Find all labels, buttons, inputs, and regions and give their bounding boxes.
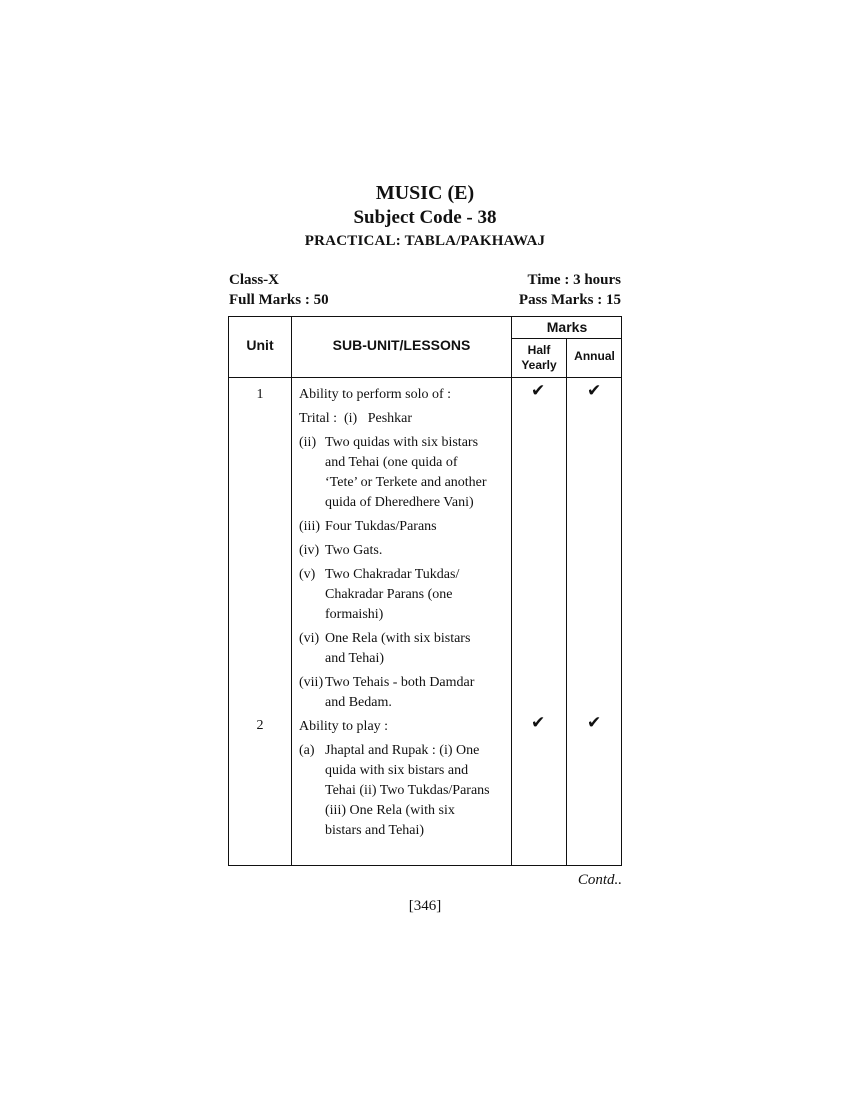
trital-line bbox=[299, 409, 513, 429]
unit-intro: Ability to play : bbox=[299, 719, 389, 734]
item-line: (iii) One Rela (with six bbox=[325, 803, 455, 818]
header-half-line: Half bbox=[527, 343, 551, 357]
item-line: Two Tehais - both Damdar bbox=[325, 675, 475, 690]
half-yearly-check-icon: ✔ bbox=[531, 381, 546, 401]
unit-intro: Ability to perform solo of : bbox=[299, 387, 452, 402]
page-number: [346] bbox=[408, 898, 442, 914]
item-line: quida of Dheredhere Vani) bbox=[325, 495, 474, 510]
item-marker: (vi) bbox=[299, 631, 320, 646]
header-sub-unit-lessons: SUB-UNIT/LESSONS bbox=[332, 337, 471, 353]
unit-number: 2 bbox=[256, 718, 264, 733]
item-line: Tehai (ii) Two Tukdas/Parans bbox=[325, 783, 490, 798]
annual-check-icon: ✔ bbox=[587, 381, 602, 401]
unit-1-lessons bbox=[299, 385, 513, 717]
item-line: One Rela (with six bistars bbox=[325, 631, 471, 646]
item-text bbox=[325, 565, 513, 625]
list-item bbox=[299, 433, 513, 513]
item-marker: (vii) bbox=[299, 675, 324, 690]
full-marks-label: Full Marks : 50 bbox=[229, 292, 329, 308]
item-marker: (ii) bbox=[299, 435, 317, 450]
header-half-yearly bbox=[512, 343, 566, 373]
list-item bbox=[299, 629, 513, 669]
item-marker: (a) bbox=[299, 743, 315, 758]
unit-number: 1 bbox=[256, 387, 264, 402]
item-line: Two Chakradar Tukdas/ bbox=[325, 567, 460, 582]
trital-prefix: Trital : bbox=[299, 411, 337, 426]
header-divider bbox=[229, 377, 621, 378]
column-divider bbox=[566, 339, 567, 865]
item-text bbox=[325, 673, 513, 713]
practical-heading: PRACTICAL: TABLA/PAKHAWAJ bbox=[304, 233, 546, 249]
list-item bbox=[299, 741, 513, 841]
item-line: Chakradar Parans (one bbox=[325, 587, 453, 602]
item-text bbox=[325, 517, 513, 537]
list-item bbox=[299, 541, 513, 561]
item-line: ‘Tete’ or Terkete and another bbox=[325, 475, 487, 490]
column-divider bbox=[291, 317, 292, 865]
page-title: MUSIC (E) bbox=[375, 182, 475, 204]
item-line: formaishi) bbox=[325, 607, 384, 622]
annual-check-icon: ✔ bbox=[587, 713, 602, 733]
item-text bbox=[325, 541, 513, 561]
list-item bbox=[299, 565, 513, 625]
subject-code: Subject Code - 38 bbox=[353, 207, 497, 228]
list-item bbox=[299, 673, 513, 713]
half-yearly-check-icon: ✔ bbox=[531, 713, 546, 733]
class-label: Class-X bbox=[229, 272, 280, 288]
item-line: Two Gats. bbox=[325, 543, 383, 558]
item-line: bistars and Tehai) bbox=[325, 823, 425, 838]
header-annual: Annual bbox=[574, 349, 615, 363]
pass-marks-label: Pass Marks : 15 bbox=[518, 292, 621, 308]
header-unit: Unit bbox=[246, 337, 274, 353]
marks-header-divider bbox=[511, 338, 621, 339]
item-line: and Bedam. bbox=[325, 695, 392, 710]
header-marks: Marks bbox=[546, 319, 588, 335]
syllabus-table bbox=[228, 316, 622, 866]
item-line: and Tehai (one quida of bbox=[325, 455, 458, 470]
item-marker: (v) bbox=[299, 567, 316, 582]
list-item bbox=[299, 517, 513, 537]
item-text bbox=[325, 433, 513, 513]
header-yearly-line: Yearly bbox=[521, 358, 557, 372]
item-line: quida with six bistars and bbox=[325, 763, 469, 778]
item-marker: (iii) bbox=[299, 519, 320, 534]
continued-note: Contd.. bbox=[577, 872, 622, 888]
item-text bbox=[325, 741, 513, 841]
item-marker: (iv) bbox=[299, 543, 320, 558]
time-label: Time : 3 hours bbox=[527, 272, 621, 288]
item-line: and Tehai) bbox=[325, 651, 385, 666]
item-line: Jhaptal and Rupak : (i) One bbox=[325, 743, 480, 758]
trital-marker: (i) bbox=[344, 411, 358, 426]
unit-2-lessons bbox=[299, 717, 513, 845]
item-line: Four Tukdas/Parans bbox=[325, 519, 437, 534]
item-text bbox=[325, 629, 513, 669]
trital-text: Peshkar bbox=[367, 411, 413, 426]
item-line: Two quidas with six bistars bbox=[325, 435, 479, 450]
